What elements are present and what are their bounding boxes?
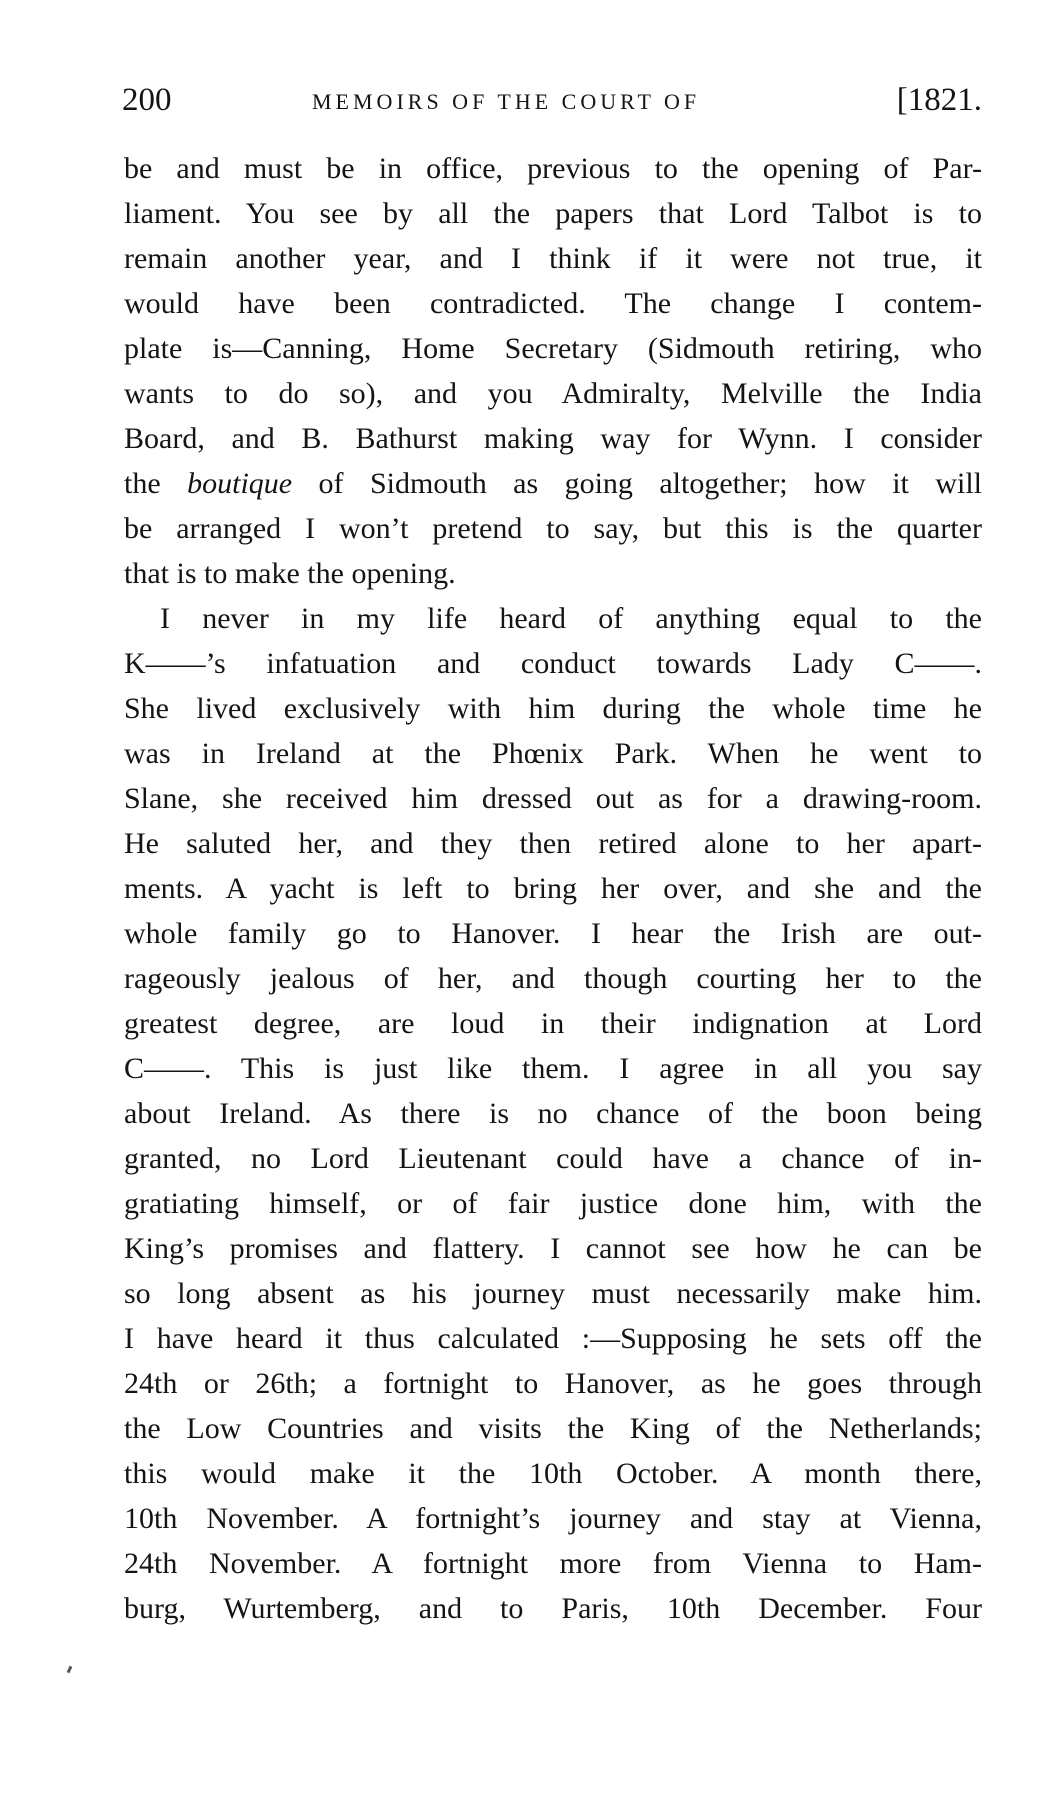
- text-line: wants to do so), and you Admiralty, Melville the India: [124, 377, 982, 410]
- text-line: King’s promises and flattery. I cannot see how he can be: [124, 1232, 982, 1265]
- text-line: Slane, she received him dressed out as for a drawing-room.: [124, 782, 982, 815]
- text-segment: the: [124, 467, 188, 500]
- text-line: plate is—Canning, Home Secretary (Sidmouth retiring, who: [124, 332, 982, 365]
- text-line: [124, 461, 982, 506]
- page-header: [122, 82, 982, 126]
- text-line: I have heard it thus calculated :—Supposing he sets off the: [124, 1322, 982, 1355]
- page-number: 200: [122, 82, 172, 118]
- body-text: [124, 146, 982, 1631]
- text-line: the Low Countries and visits the King of the Netherlands;: [124, 1412, 982, 1445]
- text-line: rageously jealous of her, and though courting her to the: [124, 962, 982, 995]
- text-line: remain another year, and I think if it were not true, it: [124, 242, 982, 275]
- text-line: about Ireland. As there is no chance of the boon being: [124, 1097, 982, 1130]
- header-year: [1821.: [896, 82, 982, 118]
- text-line: greatest degree, are loud in their indignation at Lord: [124, 1007, 982, 1040]
- text-line: 24th or 26th; a fortnight to Hanover, as he goes through: [124, 1367, 982, 1400]
- text-line: be arranged I won’t pretend to say, but this is the quarter: [124, 512, 982, 545]
- text-line: whole family go to Hanover. I hear the Irish are out-: [124, 917, 982, 950]
- text-line: burg, Wurtemberg, and to Paris, 10th December. Four: [124, 1592, 982, 1625]
- running-title: MEMOIRS OF THE COURT OF: [312, 89, 701, 114]
- text-line: that is to make the opening.: [124, 557, 456, 590]
- text-line: be and must be in office, previous to the opening of Par-: [124, 152, 982, 185]
- text-line: C——. This is just like them. I agree in all you say: [124, 1052, 982, 1085]
- paragraph: [124, 146, 982, 596]
- stray-ink-mark: [67, 1666, 73, 1674]
- text-line: so long absent as his journey must necessarily make him.: [124, 1277, 982, 1310]
- text-line: would have been contradicted. The change I contem-: [124, 287, 982, 320]
- text-line: He saluted her, and they then retired alone to her apart-: [124, 827, 982, 860]
- text-line: liament. You see by all the papers that Lord Talbot is to: [124, 197, 982, 230]
- text-line: She lived exclusively with him during the whole time he: [124, 692, 982, 725]
- text-line: ments. A yacht is left to bring her over, and she and the: [124, 872, 982, 905]
- text-segment: I never in my life heard of anything equal to the: [160, 602, 982, 635]
- text-line: K——’s infatuation and conduct towards Lady C——.: [124, 647, 982, 680]
- text-line: was in Ireland at the Phœnix Park. When he went to: [124, 737, 982, 770]
- text-line: this would make it the 10th October. A month there,: [124, 1457, 982, 1490]
- text-line: gratiating himself, or of fair justice done him, with the: [124, 1187, 982, 1220]
- text-line: granted, no Lord Lieutenant could have a chance of in-: [124, 1142, 982, 1175]
- text-segment: of Sidmouth as going altogether; how it will: [292, 467, 982, 500]
- text-line: 24th November. A fortnight more from Vienna to Ham-: [124, 1547, 982, 1580]
- text-line: 10th November. A fortnight’s journey and stay at Vienna,: [124, 1502, 982, 1535]
- text-line: [124, 596, 982, 641]
- text-line: Board, and B. Bathurst making way for Wynn. I consider: [124, 422, 982, 455]
- paragraph: [124, 596, 982, 1631]
- italic-word: boutique: [187, 467, 293, 500]
